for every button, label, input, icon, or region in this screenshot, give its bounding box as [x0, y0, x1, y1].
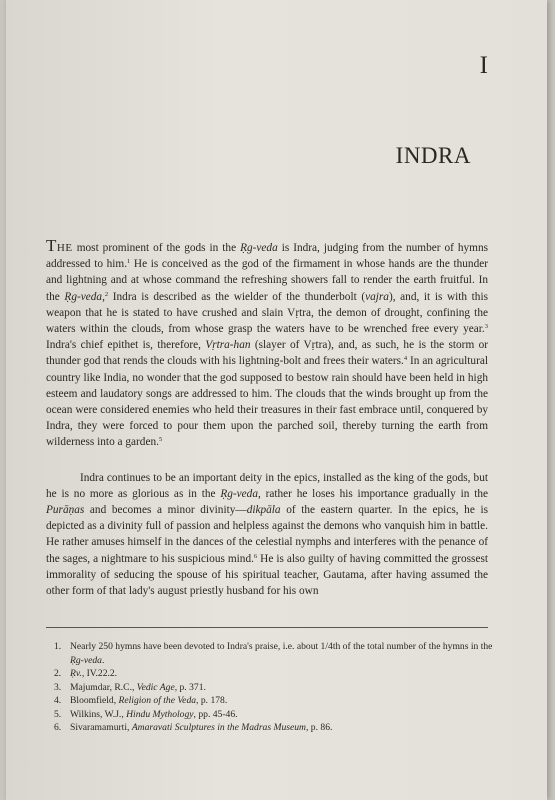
footnote: [54, 694, 494, 708]
footnote-text-part: Majumdar, R.C.,: [70, 681, 137, 693]
footnote-text: [70, 640, 494, 667]
footnote: [54, 708, 494, 722]
footnote-text-part: , p. 86.: [306, 722, 333, 733]
text-span: ,: [102, 290, 105, 303]
chapter-title: INDRA: [395, 143, 471, 168]
footnote-italic: Ṛv.: [70, 668, 82, 679]
footnote-text-part: Bloomfield,: [70, 695, 119, 706]
footnote-italic: Religion of the Veda: [118, 695, 197, 706]
text-span: He is also guilty of having committed the grossest immorality of seducing the spouse of his spiritual teacher, Gautama, after having assumed the other form of that lady's august priestly husband for his own: [46, 552, 488, 598]
footnote-number: 6.: [54, 722, 62, 733]
text-span: (slayer of Vṛtra), and, as such, he is the storm or thunder god that rends the clouds with his lightning-bolt and frees their waters.: [46, 339, 488, 368]
footnote-text-part: Sivaramamurti,: [70, 722, 132, 733]
footnote-text: [70, 694, 494, 708]
footnote-text-part: Nearly 250 hymns have been devoted to Indra's praise, i.e. about 1/4th of the total number of the hymns in the: [70, 641, 493, 652]
footnote-ref: 3: [484, 323, 488, 331]
footnote-text: [70, 681, 494, 695]
footnote: [54, 721, 494, 735]
footnote-italic: Ṛg-veda: [70, 654, 102, 666]
text-span: of the eastern quarter. In the epics, he is depicted as a divinity full of passion and helpless against the demons who vanquish him in battle. He rather amuses himself in the dances of the celestial nymphs and interferes with the penance of the sages, a nightmare to his suspicious mind.: [46, 504, 488, 565]
text-span: most prominent of the gods in the: [72, 242, 241, 254]
footnote: [54, 681, 494, 695]
italic-term: Ṛg-veda: [220, 487, 258, 500]
text-span: Indra continues to be an important deity in the epics, installed as the king of the gods, but he is no more as glorious as in the: [46, 471, 488, 500]
footnote-text-part: Wilkins, W.J.,: [70, 708, 127, 720]
footnote-text: [70, 708, 494, 722]
footnote-ref: 5: [158, 436, 163, 444]
footnote: [54, 640, 494, 667]
footnote-italic: Vedic Age: [136, 681, 175, 693]
footnote-text: [70, 667, 494, 681]
footnote-number: 5.: [54, 708, 62, 720]
italic-term: Vṛtra-han: [205, 339, 251, 352]
text-span: He is conceived as the god of the firmament in whose hands are the thunder and lightning and at whose command the refreshing showers fall to render the earth fruitful. In the: [46, 258, 488, 303]
italic-term: dikpāla: [246, 504, 281, 517]
footnote-text-part: , p. 371.: [174, 681, 206, 693]
footnote-divider: [46, 627, 488, 628]
text-span: ), and, it is with this weapon that he is stated to have crushed and slain Vṛtra, the demon of drought, confining the waters within the clouds, from whose grasp the waters have to be wrenched free every year.: [46, 290, 488, 336]
italic-term: Purāṇas: [46, 504, 85, 517]
footnote-ref: 2: [104, 290, 109, 298]
chapter-number: I: [479, 52, 489, 79]
footnote-italic: Amaravati Sculptures in the Madras Museum: [131, 722, 306, 733]
italic-term: vajra: [365, 290, 389, 303]
footnote-text-part: , p. 178.: [196, 695, 228, 706]
text-span: Indra is described as the wielder of the thunderbolt (: [108, 290, 366, 303]
body-text: [46, 238, 488, 599]
footnote-text: [70, 721, 494, 735]
text-span: is Indra, judging from the number of hymns addressed to him.: [46, 242, 488, 271]
text-span: , rather he loses his importance gradually in the: [257, 487, 489, 500]
footnote-text-part: , pp. 45-46.: [193, 708, 238, 720]
paragraph-1: [46, 238, 488, 451]
footnote-text-part: .: [101, 654, 105, 666]
footnote-text-part: , IV.22.2.: [81, 668, 118, 679]
footnote-number: 4.: [54, 695, 62, 706]
text-span: and becomes a minor divinity—: [84, 504, 247, 517]
footnotes: [54, 640, 494, 735]
footnote-ref: 1: [127, 258, 131, 266]
text-span: In an agricultural country like India, no wonder that the god supposed to bestow rain should have been held in high esteem and laudatory songs are addressed to him. The clouds that the winds brought up from the ocean were considered enemies who held their treasures in their fast embrace until, conquered by Indra, they were forced to pour them upon the parched soil, thereby turning the earth from wilderness into a garden.: [46, 355, 488, 449]
text-span: Indra's chief epithet is, therefore,: [46, 339, 206, 352]
footnote-number: 2.: [54, 668, 62, 679]
footnote: [54, 667, 494, 681]
footnote-ref: 6: [253, 552, 258, 560]
paragraph-2: [46, 470, 488, 600]
small-caps: HE: [56, 242, 73, 254]
italic-term: Ṛg-veda: [240, 242, 278, 254]
book-page: [6, 0, 547, 800]
footnote-ref: 4: [403, 355, 408, 363]
footnote-number: 3.: [54, 681, 62, 693]
footnote-number: 1.: [54, 641, 62, 652]
drop-cap: T: [46, 236, 57, 255]
footnote-italic: Hindu Mythology: [126, 708, 194, 720]
italic-term: Ṛg-veda: [64, 290, 103, 303]
